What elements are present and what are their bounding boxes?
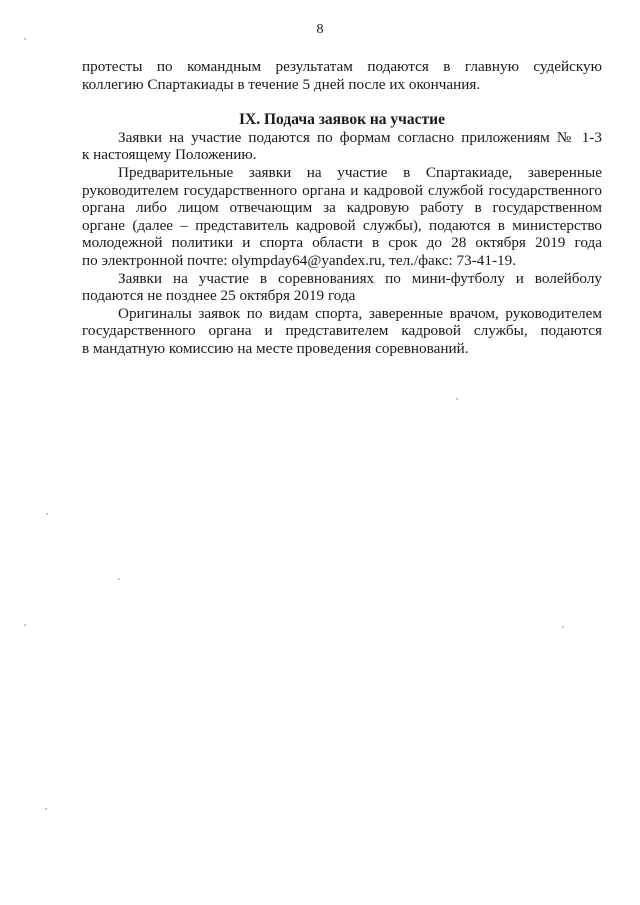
scan-speck [45,808,47,810]
section-heading: IX. Подача заявок на участие [239,111,445,129]
text-line: подаются не позднее 25 октября 2019 года [82,287,356,305]
scan-speck [24,38,26,40]
scan-speck [24,624,26,626]
paragraph-preliminary [82,164,602,270]
text-line: Заявки на участие подаются по формам согласно приложениям № 1-3 [118,128,602,146]
paragraph-minifootball [82,270,602,305]
page-number: 8 [316,22,324,37]
text-line: молодежной политики и спорта области в срок до 28 октября 2019 года [82,234,602,252]
paragraph-originals [82,305,602,358]
text-line: к настоящему Положению. [82,146,257,164]
text-line: руководителем государственного органа и кадровой службой государственного [82,181,602,199]
text-line: Оригиналы заявок по видам спорта, заверенные врачом, руководителем [118,304,602,322]
text-line: по электронной почте: olympday64@yandex.ru, тел./факс: 73-41-19. [82,251,517,269]
scan-speck [456,398,458,400]
text-line: органе (далее – представитель кадровой службы), подаются в министерство [82,216,602,234]
text-line: государственного органа и представителем кадровой службы, подаются [82,322,602,340]
text-line: Заявки на участие в соревнованиях по мини-футболу и волейболу [118,269,602,287]
text-line: протесты по командным результатам подаются в главную судейскую [82,58,602,75]
intro-paragraph [82,58,602,93]
scan-speck [118,578,120,580]
paragraph-forms [82,129,602,164]
document-body [82,58,602,358]
scan-speck [46,513,48,515]
text-line: органа либо лицом отвечающим за кадровую работу в государственном [82,199,602,217]
scan-speck [562,626,564,628]
text-line: Предварительные заявки на участие в Спартакиаде, заверенные [118,163,602,181]
text-line: коллегию Спартакиады в течение 5 дней после их окончания. [82,75,481,93]
text-line: в мандатную комиссию на месте проведения соревнований. [82,339,469,357]
